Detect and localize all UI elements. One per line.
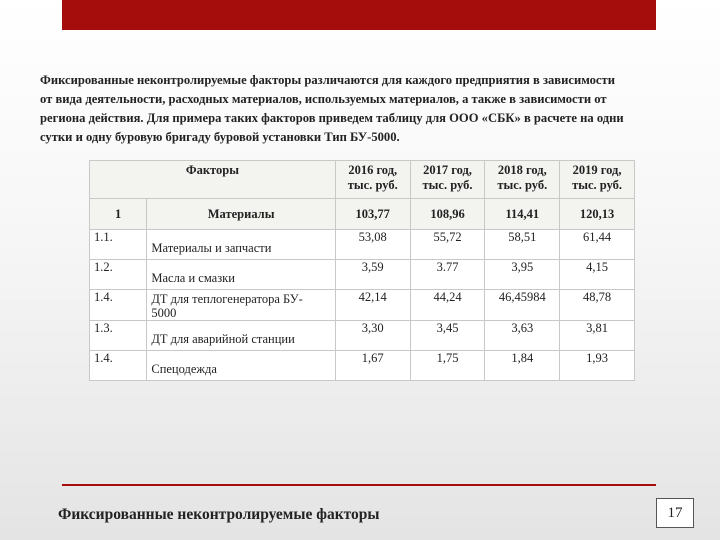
- row-value: 3,30: [335, 321, 410, 351]
- subtotal-value: 114,41: [485, 199, 560, 230]
- table-header-row: [90, 161, 635, 199]
- table-row: [90, 230, 635, 260]
- row-value: 53,08: [335, 230, 410, 260]
- table-row: [90, 321, 635, 351]
- footer-divider: [62, 484, 656, 486]
- row-value: 3,95: [485, 260, 560, 290]
- row-value: 1,67: [335, 351, 410, 381]
- intro-line: от вида деятельности, расходных материалов, используемых материалов, а также в зависимости от: [40, 92, 607, 106]
- table-row: [90, 351, 635, 381]
- row-value: 3,59: [335, 260, 410, 290]
- row-name: ДТ для теплогенератора БУ- 5000: [147, 290, 335, 321]
- row-value: 46,45984: [485, 290, 560, 321]
- row-name: Материалы и запчасти: [147, 230, 335, 260]
- subtotal-name: Материалы: [147, 199, 335, 230]
- top-accent-bar: [62, 0, 656, 30]
- row-num: 1.2.: [90, 260, 147, 290]
- intro-line: Фиксированные неконтролируемые факторы различаются для каждого предприятия в зависимости: [40, 73, 615, 87]
- row-value: 4,15: [560, 260, 635, 290]
- subtotal-value: 108,96: [410, 199, 485, 230]
- row-name: ДТ для аварийной станции: [147, 321, 335, 351]
- subtotal-value: 103,77: [335, 199, 410, 230]
- row-num: 1.4.: [90, 290, 147, 321]
- header-year-2017: 2017 год, тыс. руб.: [410, 161, 485, 199]
- subtotal-value: 120,13: [560, 199, 635, 230]
- header-year-2019: 2019 год, тыс. руб.: [560, 161, 635, 199]
- row-value: 1,75: [410, 351, 485, 381]
- intro-paragraph: [40, 71, 685, 147]
- row-num: 1.4.: [90, 351, 147, 381]
- subtotal-num: 1: [90, 199, 147, 230]
- header-year-2018: 2018 год, тыс. руб.: [485, 161, 560, 199]
- row-value: 1,84: [485, 351, 560, 381]
- subtotal-row: [90, 199, 635, 230]
- row-num: 1.1.: [90, 230, 147, 260]
- row-value: 42,14: [335, 290, 410, 321]
- row-value: 3,45: [410, 321, 485, 351]
- table-row: [90, 260, 635, 290]
- page-number: 17: [656, 498, 694, 528]
- footer-title: Фиксированные неконтролируемые факторы: [58, 506, 380, 523]
- table-row: [90, 290, 635, 321]
- row-value: 55,72: [410, 230, 485, 260]
- row-name: Спецодежда: [147, 351, 335, 381]
- row-value: 61,44: [560, 230, 635, 260]
- row-value: 3,81: [560, 321, 635, 351]
- row-value: 48,78: [560, 290, 635, 321]
- row-value: 3,63: [485, 321, 560, 351]
- intro-line: региона действия. Для примера таких факторов приведем таблицу для ООО «СБК» в расчете на одни: [40, 111, 624, 125]
- row-value: 44,24: [410, 290, 485, 321]
- row-num: 1.3.: [90, 321, 147, 351]
- header-year-2016: 2016 год, тыс. руб.: [335, 161, 410, 199]
- row-value: 3.77: [410, 260, 485, 290]
- header-factors: Факторы: [90, 161, 336, 199]
- intro-line: сутки и одну буровую бригаду буровой установки Тип БУ-5000.: [40, 130, 400, 144]
- row-name: Масла и смазки: [147, 260, 335, 290]
- row-value: 1,93: [560, 351, 635, 381]
- factors-table: [89, 160, 635, 381]
- row-value: 58,51: [485, 230, 560, 260]
